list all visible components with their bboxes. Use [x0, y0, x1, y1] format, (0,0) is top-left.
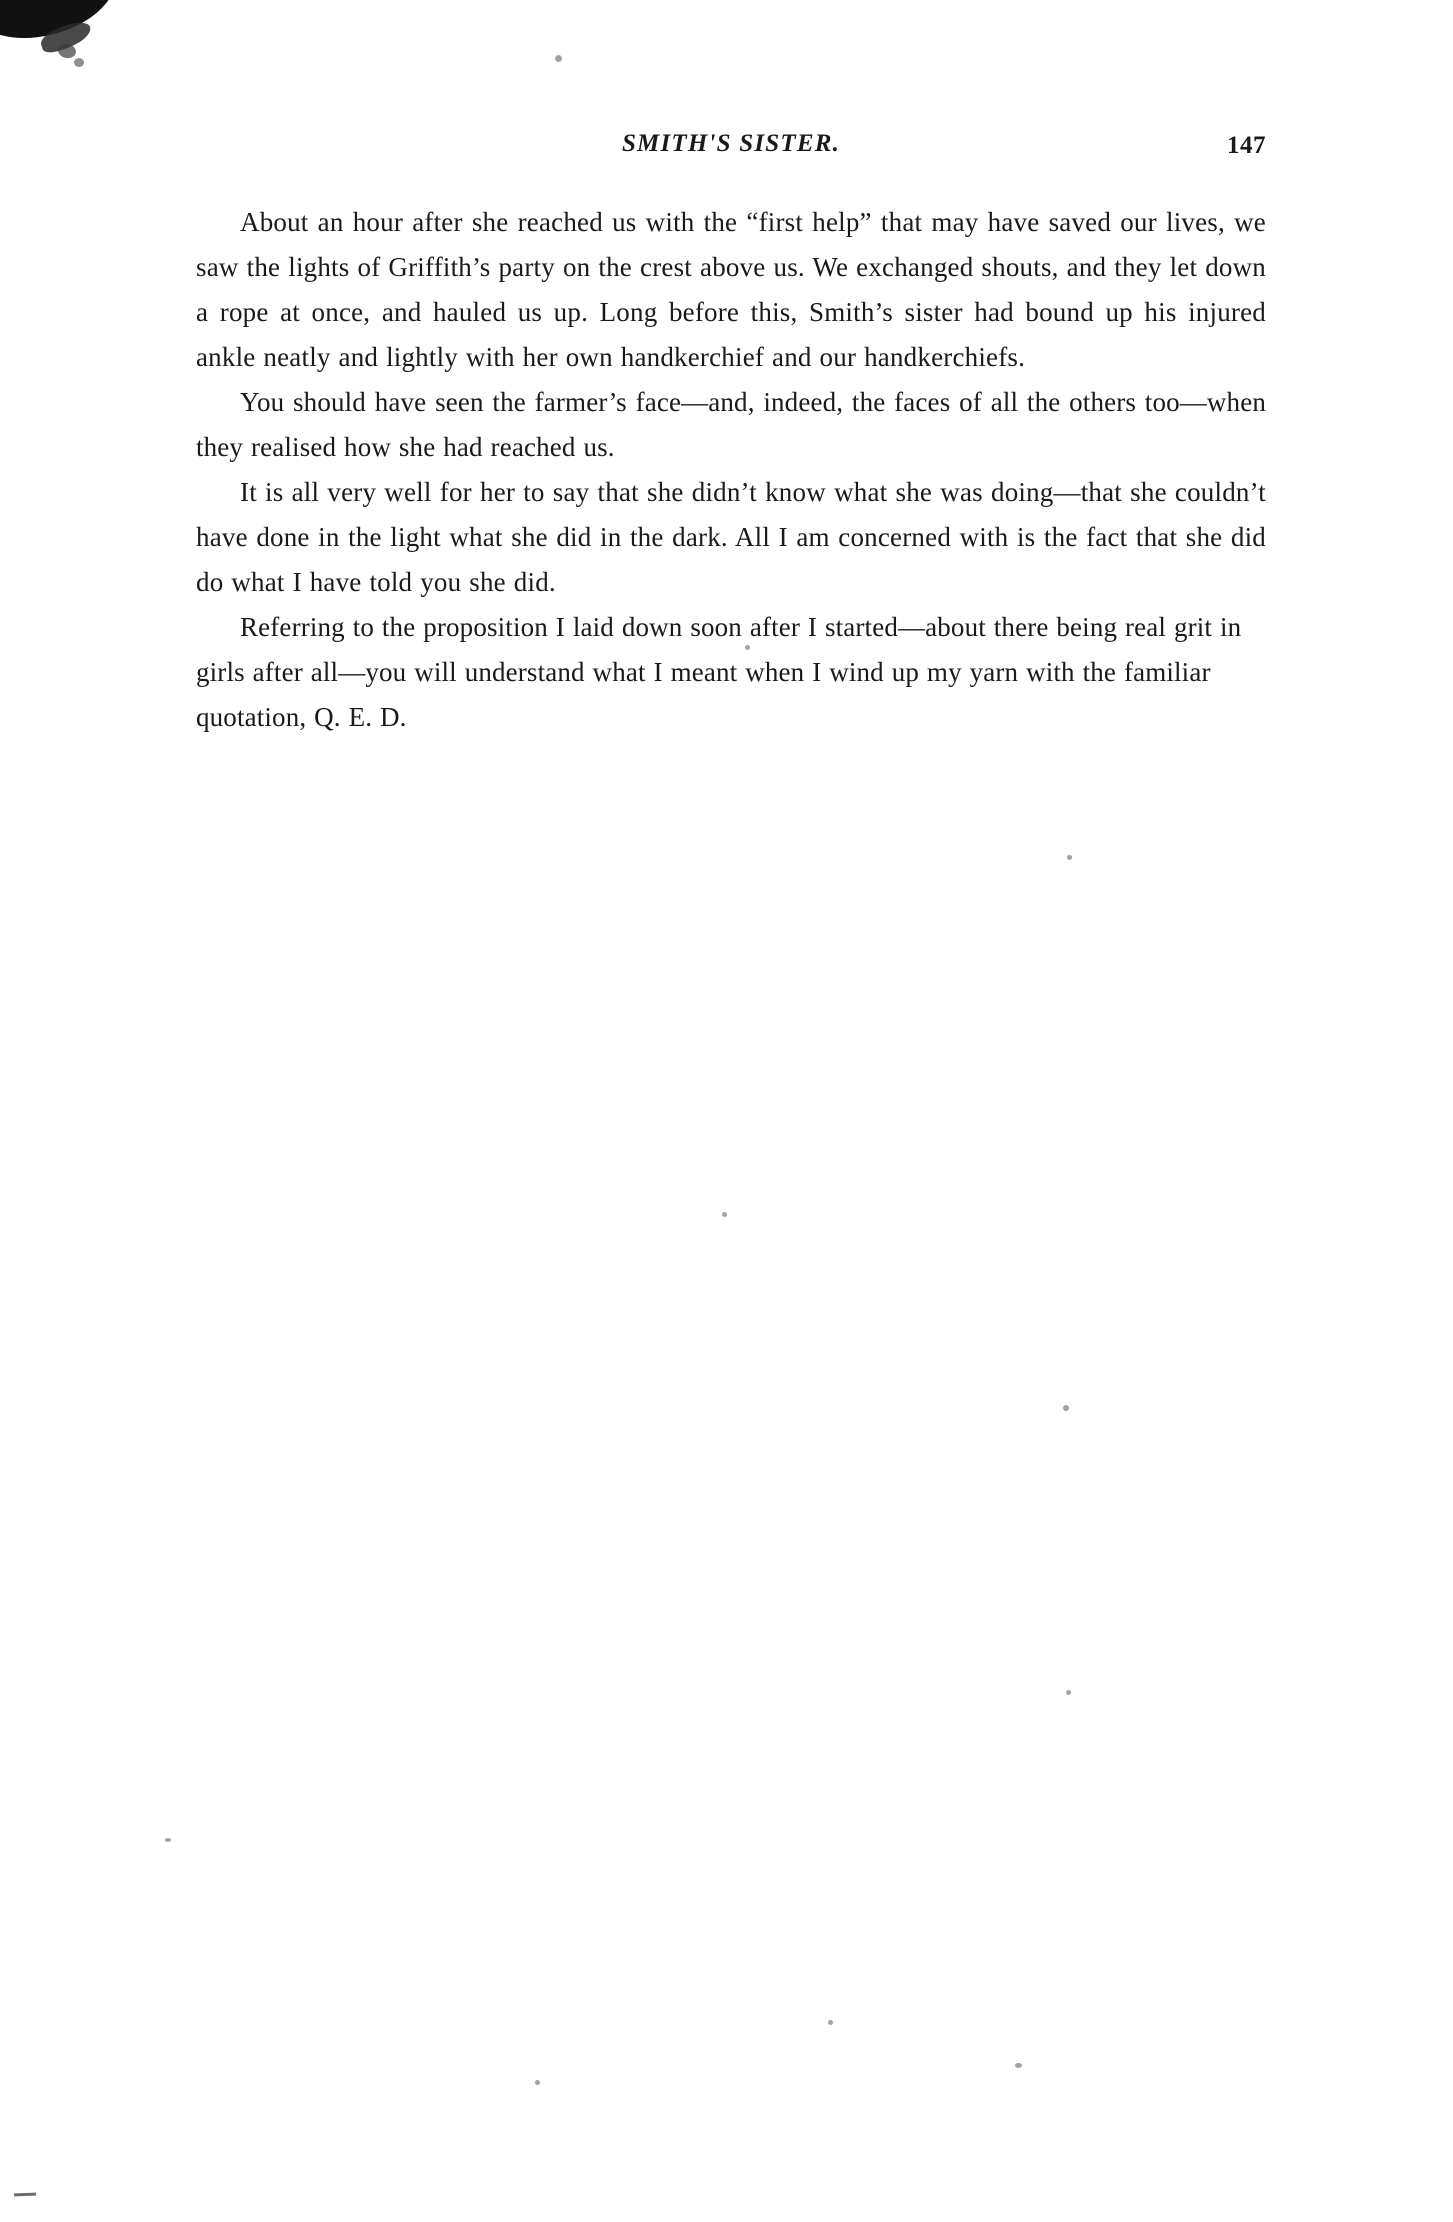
page-speck — [1015, 2063, 1022, 2068]
ink-smudge-blob — [74, 58, 84, 67]
paragraph: You should have seen the farmer’s face—and, indeed, the faces of all the others too—when they realised how she had reached us. — [196, 387, 1266, 462]
page-speck — [1067, 855, 1072, 860]
page-speck — [555, 55, 562, 62]
ink-smudge-blob — [38, 19, 94, 56]
running-head — [196, 130, 1266, 176]
page-title: SMITH'S SISTER. — [621, 130, 841, 157]
body-text — [196, 200, 1266, 740]
page-number: 147 — [1227, 132, 1266, 159]
page-speck — [722, 1212, 727, 1217]
page-speck — [828, 2020, 833, 2025]
paragraph: About an hour after she reached us with the “first help” that may have saved our lives, we saw the lights of Griffith’s party on the crest above us. We exchanged shouts, and they let down a rope at once, and hauled us up. Long before this, Smith’s sister had bound up his injured ankle neatly and lightly with her own handkerchief and our handkerchiefs. — [196, 207, 1266, 372]
page-speck — [165, 1838, 171, 1842]
paragraph: It is all very well for her to say that she didn’t know what she was doing—that she couldn’t have done in the light what she did in the dark. All I am concerned with is the fact that she did do what I have told you she did. — [196, 477, 1266, 597]
page-speck — [1066, 1690, 1071, 1695]
paragraph: Referring to the proposition I laid down soon after I started—about there being real grit in girls after all—you will understand what I meant when I wind up my yarn with the familiar quotation, Q. E. D. — [196, 612, 1242, 732]
ink-smudge-blob — [0, 0, 123, 45]
page-speck — [1063, 1405, 1069, 1411]
book-page — [196, 130, 1266, 740]
edge-mark — [14, 2193, 36, 2197]
page-speck — [535, 2080, 540, 2085]
ink-smudge-blob — [57, 42, 78, 59]
ink-smudge-icon — [0, 0, 160, 95]
